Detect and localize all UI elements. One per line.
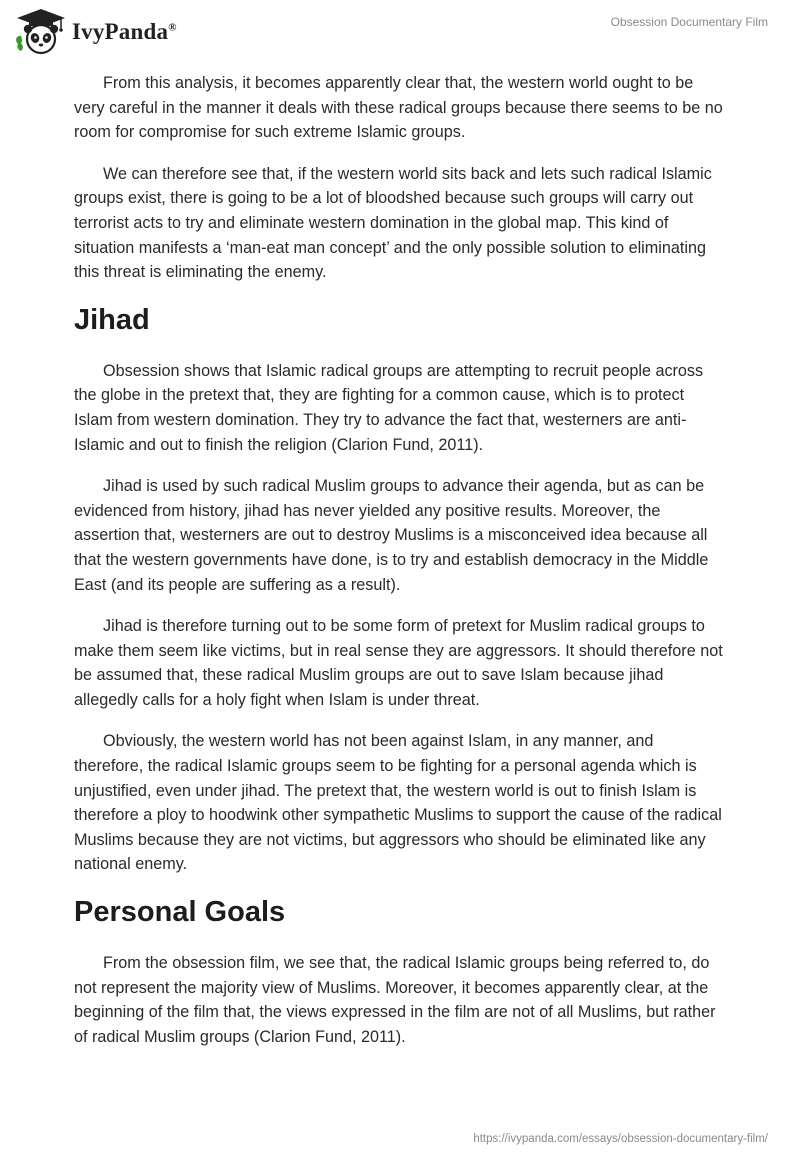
- panda-graduate-icon: [14, 7, 68, 57]
- paragraph: Obviously, the western world has not been against Islam, in any manner, and therefore, the radical Islamic groups seem to be fighting for a personal agenda which is unjustified, even under jihad. The pretext that, the western world is out to finish Islam is therefore a ploy to hoodwink other sympathetic Muslims to support the cause of the radical Muslims because they are not victims, but aggressors who should be eliminated like any national enemy.: [74, 732, 722, 874]
- brand-name: IvyPanda®: [72, 19, 177, 44]
- paragraph: Obsession shows that Islamic radical groups are attempting to recruit people across the globe in the pretext that, they are fighting for a common cause, which is to protect Islam from western domination. They try to advance the fact that, westerners are anti-Islamic and out to finish the religion (Clarion Fund, 2011).: [74, 361, 704, 454]
- paragraph: From this analysis, it becomes apparently clear that, the western world ought to be very careful in the manner it deals with these radical groups because there seems to be no room for compromise for such extreme Islamic groups.: [74, 74, 723, 142]
- document-title: Obsession Documentary Film: [610, 15, 768, 29]
- section-heading-personal-goals: Personal Goals: [74, 896, 286, 929]
- paragraph: From the obsession film, we see that, the radical Islamic groups being referred to, do not represent the majority view of Muslims. Moreover, it becomes apparently clear, at the beginning of the film that, the views expressed in the film are not of all Muslims, but rather of radical Muslim groups (Clarion Fund, 2011).: [74, 954, 716, 1046]
- paragraph: Jihad is therefore turning out to be some form of pretext for Muslim radical groups to make them seem like victims, but in real sense they are aggressors. It should therefore not be assumed that, these radical Muslim groups are out to save Islam because jihad allegedly calls for a holy fight when Islam is under threat.: [74, 617, 723, 709]
- paragraph: Jihad is used by such radical Muslim groups to advance their agenda, but as can be evidenced from history, jihad has never yielded any positive results. Moreover, the assertion that, westerners are out to destroy Muslims is a misconceived idea because all that the western governments have done, is to try and establish democracy in the Middle East (and its people are suffering as a result).: [74, 477, 709, 594]
- essay-content: [74, 71, 726, 1066]
- ivypanda-logo[interactable]: [14, 7, 177, 57]
- source-url[interactable]: https://ivypanda.com/essays/obsession-documentary-film/: [473, 1133, 768, 1145]
- page-header: [0, 0, 800, 70]
- section-heading-jihad: Jihad: [74, 303, 150, 336]
- paragraph: We can therefore see that, if the western world sits back and lets such radical Islamic groups exist, there is going to be a lot of bloodshed because such groups will carry out terrorist acts to try and eliminate western domination in the global map. This kind of situation manifests a ‘man-eat man concept’ and the only possible solution to eliminating this threat is eliminating the enemy.: [74, 164, 712, 282]
